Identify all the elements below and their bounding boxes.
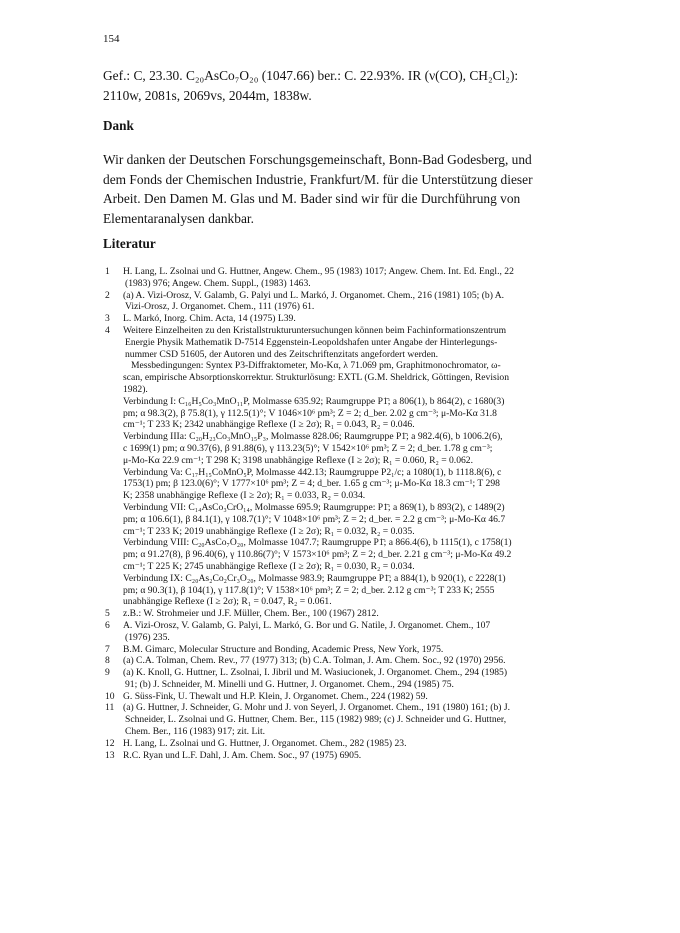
reference-number: 5 [105, 608, 110, 620]
analysis-line-2: 2110w, 2081s, 2069vs, 2044m, 1838w. [103, 88, 312, 103]
reference-number: 6 [105, 619, 110, 631]
crystal-data-line: pm; α 106.6(1), β 84.1(1), γ 108.7(1)°; V 1048×10⁶ pm³; Z = 2; d_ber. = 2.2 g cm⁻³; μ-Mo-Kα 46.7 [123, 513, 506, 525]
reference-number: 1 [105, 266, 110, 277]
reference-number: 12 [105, 737, 115, 749]
reference-item [103, 608, 581, 620]
crystal-data-line: μ-Mo-Kα 22.9 cm⁻¹; T 298 K; 3198 unabhängige Reflexe (I ≥ 2σ); R₁ = 0.060, R₂ = 0.062. [123, 454, 473, 466]
dank-paragraph [103, 150, 581, 228]
reference-number: 4 [105, 324, 110, 336]
reference-item [103, 738, 581, 750]
crystal-data-line: Messbedingungen: Syntex P3-Diffraktometer, Mo-Kα, λ 71.069 pm, Graphitmonochromator, ω- [131, 360, 501, 372]
dank-heading: Dank [103, 118, 134, 133]
reference-list [103, 266, 581, 761]
reference-line: Schneider, L. Zsolnai und G. Huttner, Chem. Ber., 115 (1982) 989; (c) J. Schneider und G. Huttner, [125, 714, 507, 726]
reference-item [103, 313, 581, 325]
reference-item [103, 644, 581, 656]
dank-line: Elementaranalysen dankbar. [103, 210, 254, 226]
analysis-paragraph [103, 66, 583, 106]
analysis-line-1: Gef.: C, 23.30. C₂₀AsCo₇O₂₀ (1047.66) ber.: C. 22.93%. IR (ν(CO), CH₂Cl₂): [103, 68, 519, 83]
page-number: 154 [103, 33, 120, 45]
reference-item [103, 620, 581, 644]
reference-number: 9 [105, 667, 110, 679]
crystal-data-line: 1753(1) pm; β 123.0(6)°; V 1777×10⁶ pm³; Z = 4; d_ber. 1.65 g cm⁻³; μ-Mo-Kα 18.3 cm⁻¹; T 298 [123, 478, 500, 490]
reference-item [103, 702, 581, 737]
reference-number: 13 [105, 749, 115, 761]
reference-item [103, 655, 581, 667]
crystal-data-line: Verbindung IIIa: C₂₀H₂₃Co₃MnO₁₅P₃, Molmasse 828.06; Raumgruppe P1̄; a 982.4(6), b 1006.2(6), [123, 431, 503, 443]
reference-line: (1976) 235. [125, 631, 170, 643]
literatur-heading: Literatur [103, 236, 156, 251]
crystal-data-line: Verbindung I: C₁₆H₅Co₃MnO₁₁P, Molmasse 635.92; Raumgruppe P1̄; a 806(1), b 864(2), c 1680(3) [123, 395, 505, 407]
dank-line: Arbeit. Den Damen M. Glas und M. Bader sind wir für die Durchführung von [103, 191, 521, 206]
reference-line: L. Markó, Inorg. Chim. Acta, 14 (1975) L39. [123, 313, 296, 325]
reference-line: nummer CSD 51605, der Autoren und des Zeitschriftenzitats angefordert werden. [125, 348, 439, 360]
reference-item [103, 750, 581, 762]
reference-number: 7 [105, 643, 110, 655]
reference-item [103, 266, 581, 290]
crystal-data-line: unabhängige Reflexe (I ≥ 2σ); R₁ = 0.047, R₂ = 0.061. [123, 596, 332, 608]
reference-item [103, 290, 581, 314]
crystal-data-block [103, 360, 581, 608]
crystal-data-line: Verbindung VIII: C₂₀AsCo₇O₂₀, Molmasse 1047.7; Raumgruppe P1̄; a 866.4(6), b 1115(1), c 1758(1) [123, 537, 512, 549]
crystal-data-line: Verbindung VII: C₁₄AsCo₃CrO₁₄, Molmasse 695.9; Raumgruppe: P1̄; a 869(1), b 893(2), c 1489(2) [123, 501, 505, 513]
crystal-data-line: cm⁻¹; T 225 K; 2745 unabhängige Reflexe (I ≥ 2σ); R₁ = 0.030, R₂ = 0.034. [123, 560, 415, 572]
crystal-data-line: Verbindung Va: C₁₇H₁₅CoMnO₅P, Molmasse 442.13; Raumgruppe P2₁/c; a 1080(1), b 1118.8(6), c [123, 466, 502, 478]
reference-line: Energie Physik Mathematik D-7514 Eggenstein-Leopoldshafen unter Angabe der Hinterlegungs- [125, 336, 498, 348]
crystal-data-line: pm; α 91.27(8), β 96.40(6), γ 110.86(7)°; V 1573×10⁶ pm³; Z = 2; d_ber. 2.21 g cm⁻³; μ-Mo-Kα 49.2 [123, 549, 512, 561]
reference-item [103, 667, 581, 691]
reference-line: Vizi-Orosz, J. Organomet. Chem., 111 (1976) 61. [125, 301, 315, 313]
reference-line: Chem. Ber., 116 (1983) 917; zit. Lit. [125, 726, 266, 738]
crystal-data-line: scan, empirische Absorptionskorrektur. Strukturlösung: EXTL (G.M. Sheldrick, Göttingen, Revision [123, 372, 510, 384]
crystal-data-line: Verbindung IX: C₂₀As₂Co₂Cr₃O₂₀, Molmasse 983.9; Raumgruppe P1̄; a 884(1), b 920(1), c 2228(1) [123, 572, 506, 584]
reference-line: H. Lang, L. Zsolnai und G. Huttner, J. Organomet. Chem., 282 (1985) 23. [123, 737, 407, 749]
reference-line: R.C. Ryan und L.F. Dahl, J. Am. Chem. Soc., 97 (1975) 6905. [123, 749, 362, 761]
crystal-data-line: pm; α 98.3(2), β 75.8(1), γ 112.5(1)°; V 1046×10⁶ pm³; Z = 2; d_ber. 2.02 g cm⁻³; μ-Mo-Kα 31.8 [123, 407, 497, 419]
reference-item [103, 325, 581, 360]
reference-line: Weitere Einzelheiten zu den Kristallstrukturuntersuchungen können beim Fachinformationszentrum [123, 324, 507, 336]
reference-number: 3 [105, 313, 110, 325]
reference-line: B.M. Gimarc, Molecular Structure and Bonding, Academic Press, New York, 1975. [123, 643, 444, 655]
reference-number: 10 [105, 690, 115, 702]
crystal-data-line: c 1699(1) pm; α 90.37(6), β 91.88(6), γ 113.23(5)°; V 1542×10⁶ pm³; Z = 2; d_ber. 1.78 g cm⁻³; [123, 442, 493, 454]
crystal-data-line: K; 2358 unabhängige Reflexe (I ≥ 2σ); R₁ = 0.033, R₂ = 0.034. [123, 490, 366, 502]
reference-line: (a) K. Knoll, G. Huttner, L. Zsolnai, I. Jibril und M. Wasiucionek, J. Organomet. Chem., 294 (1985) [123, 667, 508, 679]
reference-line: H. Lang, L. Zsolnai und G. Huttner, Angew. Chem., 95 (1983) 1017; Angew. Chem. Int. Ed. Engl., 22 [123, 266, 514, 277]
reference-line: (a) C.A. Tolman, Chem. Rev., 77 (1977) 313; (b) C.A. Tolman, J. Am. Chem. Soc., 92 (1970) 2956. [123, 655, 506, 667]
crystal-data-line: cm⁻¹; T 233 K; 2342 unabhängige Reflexe (I ≥ 2σ); R₁ = 0.043, R₂ = 0.046. [123, 419, 415, 431]
reference-item [103, 691, 581, 703]
reference-line: z.B.: W. Strohmeier und J.F. Müller, Chem. Ber., 100 (1967) 2812. [123, 608, 379, 620]
reference-number: 2 [105, 289, 110, 301]
reference-line: (a) A. Vizi-Orosz, V. Galamb, G. Palyi und L. Markó, J. Organomet. Chem., 216 (1981) 105; (b) A. [123, 289, 505, 301]
dank-line: dem Fonds der Chemischen Industrie, Frankfurt/M. für die Unterstützung dieser [103, 171, 533, 187]
reference-line: G. Süss-Fink, U. Thewalt und H.P. Klein, J. Organomet. Chem., 224 (1982) 59. [123, 690, 428, 702]
crystal-data-line: cm⁻¹; T 233 K; 2019 unabhängige Reflexe (I ≥ 2σ); R₁ = 0.032, R₂ = 0.035. [123, 525, 415, 537]
reference-line: (1983) 976; Angew. Chem. Suppl., (1983) 1463. [125, 277, 311, 289]
reference-line: (a) G. Huttner, J. Schneider, G. Mohr und J. von Seyerl, J. Organomet. Chem., 191 (1980) 161; (b) J. [123, 702, 511, 714]
reference-line: 91; (b) J. Schneider, M. Minelli und G. Huttner, J. Organomet. Chem., 294 (1985) 75. [125, 678, 454, 690]
dank-line: Wir danken der Deutschen Forschungsgemeinschaft, Bonn-Bad Godesberg, und [103, 152, 532, 167]
reference-line: A. Vizi-Orosz, V. Galamb, G. Palyi, L. Markó, G. Bor und G. Natile, J. Organomet. Chem., 107 [123, 619, 491, 631]
crystal-data-line: 1982). [123, 383, 148, 395]
reference-number: 8 [105, 655, 110, 667]
crystal-data-line: pm; α 90.3(1), β 104(1), γ 117.8(1)°; V 1538×10⁶ pm³; Z = 2; d_ber. 2.12 g cm⁻³; T 233 K; 2555 [123, 584, 495, 596]
reference-number: 11 [105, 702, 115, 714]
